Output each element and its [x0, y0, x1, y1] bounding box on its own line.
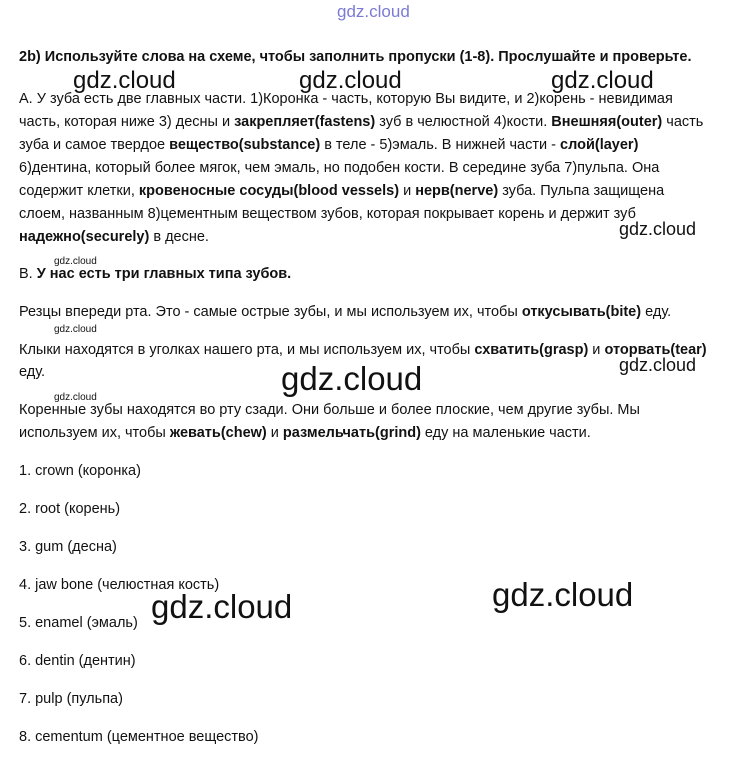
section-a-line: зуба и самое твердое вещество(substance) в теле - 5)эмаль. В нижней части - слой(layer): [19, 137, 639, 153]
section-a-line: содержит клетки, кровеносные сосуды(blood vessels) и нерв(nerve) зуба. Пульпа защищена: [19, 183, 665, 199]
task-heading: 2b) Используйте слова на схеме, чтобы заполнить пропуски (1-8). Прослушайте и проверьте.: [19, 49, 692, 65]
watermark: gdz.cloud: [54, 324, 97, 335]
watermark: gdz.cloud: [492, 576, 634, 613]
section-b-line: используем их, чтобы жевать(chew) и размельчать(grind) еду на маленькие части.: [19, 425, 591, 441]
section-b-line: Резцы впереди рта. Это - самые острые зубы, и мы используем их, чтобы откусывать(bite) еду.: [19, 304, 672, 320]
list-item: 1. crown (коронка): [19, 463, 141, 479]
section-b-heading: B. У нас есть три главных типа зубов.: [19, 266, 292, 282]
section-a-line: надежно(securely) в десне.: [19, 229, 209, 245]
watermark: gdz.cloud: [281, 360, 423, 397]
watermark: gdz.cloud: [619, 219, 697, 239]
list-item: 7. pulp (пульпа): [19, 691, 123, 707]
section-b-line: еду.: [19, 364, 46, 380]
watermark: gdz.cloud: [54, 256, 97, 267]
section-a-line: слоем, названным 8)цементным веществом зубов, которая покрывает корень и держит зуб: [19, 206, 636, 222]
list-item: 3. gum (десна): [19, 539, 117, 555]
list-item: 6. dentin (дентин): [19, 653, 136, 669]
watermark: gdz.cloud: [299, 67, 402, 94]
list-item: 4. jaw bone (челюстная кость): [19, 577, 220, 593]
section-a-line: A. У зуба есть две главных части. 1)Коронка - часть, которую Вы видите, и 2)корень - невидимая: [19, 91, 673, 107]
section-b-line: Коренные зубы находятся во рту сзади. Они больше и более плоские, чем другие зубы. Мы: [19, 402, 640, 418]
list-item: 5. enamel (эмаль): [19, 615, 138, 631]
watermark: gdz.cloud: [619, 355, 697, 375]
section-a-line: 6)дентина, который более мягок, чем эмаль, но подобен кости. В середине зуба 7)пульпа. Она: [19, 160, 660, 176]
watermark: gdz.cloud: [73, 67, 176, 94]
section-b-line: Клыки находятся в уголках нашего рта, и мы используем их, чтобы схватить(grasp) и оторвать(tear): [19, 342, 707, 358]
list-item: 2. root (корень): [19, 501, 121, 517]
watermark: gdz.cloud: [337, 2, 410, 21]
watermark: gdz.cloud: [551, 67, 654, 94]
section-a-line: часть, которая ниже 3) десны и закрепляет(fastens) зуб в челюстной 4)кости. Внешняя(outer) часть: [19, 114, 704, 130]
list-item: 8. cementum (цементное вещество): [19, 729, 259, 745]
watermark: gdz.cloud: [54, 392, 97, 403]
watermark: gdz.cloud: [151, 588, 293, 625]
